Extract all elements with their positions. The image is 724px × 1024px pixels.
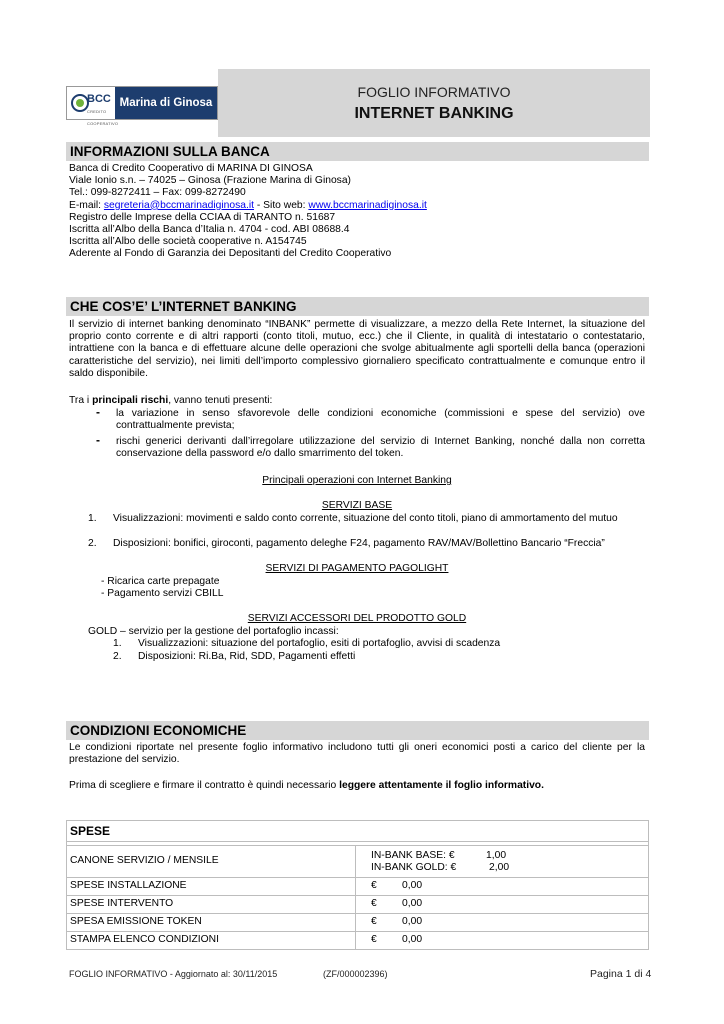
table-row bbox=[67, 914, 649, 932]
pagolight-item-2: - Pagamento servizi CBILL bbox=[101, 588, 224, 599]
bank-logo bbox=[66, 86, 218, 127]
bank-fondo: Aderente al Fondo di Garanzia dei Depositanti del Credito Cooperativo bbox=[69, 248, 392, 260]
risk-item-2-text: rischi generici derivanti dall’irregolare utilizzazione del servizio di Internet Banking, nonché dalla non corretta conservazione della password e/o dallo smarrimento del token. bbox=[116, 436, 645, 460]
row-label: SPESA EMISSIONE TOKEN bbox=[67, 914, 356, 932]
row-value bbox=[356, 896, 649, 914]
rischi-intro bbox=[69, 395, 645, 407]
bcc-logo-mark bbox=[67, 87, 119, 127]
row-label: SPESE INSTALLAZIONE bbox=[67, 878, 356, 896]
rischi-post: , vanno tenuti presenti: bbox=[168, 395, 273, 406]
gold-num-1: 1. bbox=[113, 638, 122, 649]
base-item-1 bbox=[113, 513, 645, 525]
canone-gold-value: 2,00 bbox=[489, 861, 510, 873]
base-item-2: Disposizioni: bonifici, giroconti, pagamento deleghe F24, pagamento RAV/MAV/Bollettino Bancario “Freccia” bbox=[113, 538, 605, 549]
section-condizioni-economiche bbox=[66, 720, 649, 740]
header-line1: FOGLIO INFORMATIVO bbox=[357, 84, 511, 100]
table-row bbox=[67, 896, 649, 914]
bank-info bbox=[69, 163, 645, 261]
logo-bank-name: Marina di Ginosa bbox=[115, 87, 217, 119]
value: 0,00 bbox=[402, 916, 423, 928]
condizioni-text-1: Le condizioni riportate nel presente foglio informativo includono tutti gli oneri economici posti a carico del cliente per la prestazione del servizio. bbox=[69, 742, 645, 766]
spese-title: SPESE bbox=[67, 821, 649, 842]
value: 0,00 bbox=[402, 880, 423, 892]
gold-title: SERVIZI ACCESSORI DEL PRODOTTO GOLD bbox=[247, 613, 467, 624]
currency: € bbox=[371, 880, 377, 892]
canone-base-value: 1,00 bbox=[486, 849, 507, 861]
value: 0,00 bbox=[402, 898, 423, 910]
dash-bullet: - bbox=[96, 433, 100, 447]
rischi-pre: Tra i bbox=[69, 395, 93, 406]
currency: € bbox=[371, 934, 377, 946]
row-value bbox=[356, 878, 649, 896]
risk-item-1 bbox=[116, 408, 645, 432]
header-line2: INTERNET BANKING bbox=[354, 105, 514, 122]
email-prefix: E-mail: bbox=[69, 199, 104, 211]
intro-paragraph bbox=[69, 319, 645, 380]
bank-cooperative: Iscritta all’Albo delle società cooperative n. A154745 bbox=[69, 236, 307, 248]
risk-item-2 bbox=[116, 436, 645, 460]
row-label: CANONE SERVIZIO / MENSILE bbox=[67, 846, 356, 878]
currency: € bbox=[371, 898, 377, 910]
rischi-bold: principali rischi bbox=[92, 395, 169, 406]
ops-title: Principali operazioni con Internet Banking bbox=[262, 475, 452, 486]
table-header-row bbox=[67, 821, 649, 842]
web-prefix: - Sito web: bbox=[254, 199, 309, 211]
value: 0,00 bbox=[402, 934, 423, 946]
base-item-1-text: Visualizzazioni: movimenti e saldo conto corrente, situazione del conto titoli, piano di ammortamento del mutuo bbox=[113, 513, 618, 524]
condizioni-paragraph-2 bbox=[69, 780, 645, 792]
spese-table bbox=[66, 820, 649, 950]
row-label: STAMPA ELENCO CONDIZIONI bbox=[67, 932, 356, 950]
footer-code: (ZF/000002396) bbox=[323, 969, 388, 979]
footer-updated: FOGLIO INFORMATIVO - Aggiornato al: 30/11/2015 bbox=[69, 969, 278, 979]
servizi-base-title: SERVIZI BASE bbox=[321, 500, 393, 511]
bank-contacts bbox=[69, 200, 645, 212]
section-title: CONDIZIONI ECONOMICHE bbox=[70, 723, 247, 738]
intro-text: Il servizio di internet banking denominato “INBANK” permette di visualizzare, a mezzo della Rete Internet, la situazione del proprio conto corrente e di altri rapporti (conto titoli, mutuo, ecc.) che il Cliente, in qualità di intestatario o contestatario, intrattiene con la banca e di effettuare alcune delle operazioni che svolge abitualmente agli sportelli della banca (operazioni caratteristiche del servizio), nei limiti dell’importo complessivo giornaliero specificato contrattualmente e comunque entro il saldo disponibile. bbox=[69, 319, 645, 379]
base-num-1: 1. bbox=[88, 513, 97, 524]
gold-intro: GOLD – servizio per la gestione del portafoglio incassi: bbox=[88, 626, 339, 637]
section-informazioni-banca bbox=[66, 141, 649, 161]
gold-item-2: Disposizioni: Ri.Ba, Rid, SDD, Pagamenti effetti bbox=[138, 651, 356, 662]
gold-num-2: 2. bbox=[113, 651, 122, 662]
section-title: CHE COS’E’ L’INTERNET BANKING bbox=[70, 299, 297, 314]
table-row bbox=[67, 846, 649, 878]
section-title: INFORMAZIONI SULLA BANCA bbox=[70, 144, 270, 159]
condizioni-pre: Prima di scegliere e firmare il contratto è quindi necessario bbox=[69, 780, 340, 791]
currency: € bbox=[371, 916, 377, 928]
condizioni-bold: leggere attentamente il foglio informativo. bbox=[339, 780, 544, 791]
section-internet-banking bbox=[66, 296, 649, 316]
bank-name: Banca di Credito Cooperativo di MARINA DI GINOSA bbox=[69, 163, 313, 174]
bank-address: Viale Ionio s.n. – 74025 – Ginosa (Frazione Marina di Ginosa) bbox=[69, 175, 351, 187]
risk-item-1-text: la variazione in senso sfavorevole delle condizioni economiche (commissioni e spese del servizio) ove contrattualmente prevista; bbox=[116, 408, 645, 432]
table-row bbox=[67, 932, 649, 950]
pagolight-title: SERVIZI DI PAGAMENTO PAGOLIGHT bbox=[265, 563, 449, 574]
row-label: SPESE INTERVENTO bbox=[67, 896, 356, 914]
bank-albo: Iscritta all’Albo della Banca d’Italia n. 4704 - cod. ABI 08688.4 bbox=[69, 224, 350, 236]
base-num-2: 2. bbox=[88, 538, 97, 549]
website-link[interactable]: www.bccmarinadiginosa.it bbox=[308, 199, 427, 211]
bank-registry: Registro delle Imprese della CCIAA di TARANTO n. 51687 bbox=[69, 211, 336, 223]
bank-phone: Tel.: 099-8272411 – Fax: 099-8272490 bbox=[69, 187, 246, 199]
row-value bbox=[356, 914, 649, 932]
pagolight-item-1: - Ricarica carte prepagate bbox=[101, 576, 220, 587]
row-value bbox=[356, 932, 649, 950]
canone-base-label: IN-BANK BASE: € bbox=[371, 849, 455, 861]
footer-page-number: Pagina 1 di 4 bbox=[590, 968, 652, 980]
row-value-canone bbox=[356, 846, 649, 878]
email-link[interactable]: segreteria@bccmarinadiginosa.it bbox=[103, 199, 255, 211]
condizioni-paragraph-1 bbox=[69, 742, 645, 766]
gold-item-1: Visualizzazioni: situazione del portafoglio, esiti di portafoglio, avvisi di scadenza bbox=[138, 638, 501, 649]
document-header bbox=[218, 69, 650, 137]
table-row bbox=[67, 878, 649, 896]
logo-sub-text: CREDITO COOPERATIVO bbox=[87, 109, 119, 127]
logo-bcc-text: BCC bbox=[87, 93, 111, 105]
canone-gold-label: IN-BANK GOLD: € bbox=[371, 861, 457, 873]
dash-bullet: - bbox=[96, 405, 100, 419]
